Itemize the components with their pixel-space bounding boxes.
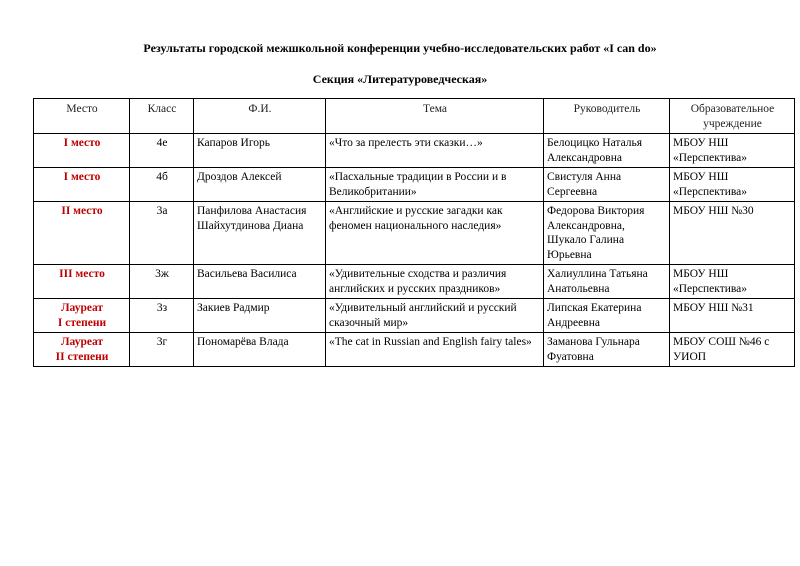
table-row (34, 299, 795, 333)
name-cell: Капаров Игорь (194, 134, 326, 168)
supervisor-cell: Липская Екатерина Андреевна (544, 299, 670, 333)
document-title: Результаты городской межшкольной конференции учебно-исследовательских работ «I can do» (143, 41, 657, 55)
institution-cell: МБОУ СОШ №46 с УИОП (670, 333, 795, 367)
name-cell: Дроздов Алексей (194, 168, 326, 202)
header-institution: Образовательное учреждение (670, 99, 795, 134)
institution-cell: МБОУ НШ «Перспектива» (670, 265, 795, 299)
institution-cell: МБОУ НШ №30 (670, 202, 795, 265)
topic-cell: «The cat in Russian and English fairy tales» (326, 333, 544, 367)
name-cell: Пономарёва Влада (194, 333, 326, 367)
place-cell: Лауреат I степени (34, 299, 130, 333)
topic-cell: «Что за прелесть эти сказки…» (326, 134, 544, 168)
grade-cell: 3г (130, 333, 194, 367)
header-place: Место (34, 99, 130, 134)
results-table (33, 98, 795, 367)
institution-cell: МБОУ НШ «Перспектива» (670, 134, 795, 168)
grade-cell: 3з (130, 299, 194, 333)
topic-cell: «Английские и русские загадки как феномен национального наследия» (326, 202, 544, 265)
table-row (34, 168, 795, 202)
institution-cell: МБОУ НШ №31 (670, 299, 795, 333)
supervisor-cell: Белоцицко Наталья Александровна (544, 134, 670, 168)
name-cell: Васильева Василиса (194, 265, 326, 299)
supervisor-cell: Свистуля Анна Сергеевна (544, 168, 670, 202)
header-row (34, 99, 795, 134)
institution-cell: МБОУ НШ «Перспектива» (670, 168, 795, 202)
grade-cell: 4б (130, 168, 194, 202)
place-cell: I место (34, 134, 130, 168)
topic-cell: «Удивительные сходства и различия английских и русских праздников» (326, 265, 544, 299)
header-topic: Тема (326, 99, 544, 134)
name-cell: Закиев Радмир (194, 299, 326, 333)
topic-cell: «Удивительный английский и русский сказочный мир» (326, 299, 544, 333)
topic-cell: «Пасхальные традиции в России и в Великобритании» (326, 168, 544, 202)
supervisor-cell: Заманова Гульнара Фуатовна (544, 333, 670, 367)
header-name: Ф.И. (194, 99, 326, 134)
grade-cell: 3ж (130, 265, 194, 299)
supervisor-cell: Федорова Виктория Александровна, Шукало Галина Юрьевна (544, 202, 670, 265)
section-subtitle: Секция «Литературоведческая» (312, 72, 488, 86)
header-supervisor: Руководитель (544, 99, 670, 134)
table-row (34, 265, 795, 299)
place-cell: II место (34, 202, 130, 265)
header-grade: Класс (130, 99, 194, 134)
name-cell: Панфилова Анастасия Шайхутдинова Диана (194, 202, 326, 265)
place-cell: III место (34, 265, 130, 299)
grade-cell: 4е (130, 134, 194, 168)
table-row (34, 202, 795, 265)
supervisor-cell: Халиуллина Татьяна Анатольевна (544, 265, 670, 299)
table-row (34, 333, 795, 367)
grade-cell: 3а (130, 202, 194, 265)
table-row (34, 134, 795, 168)
place-cell: I место (34, 168, 130, 202)
place-cell: Лауреат II степени (34, 333, 130, 367)
